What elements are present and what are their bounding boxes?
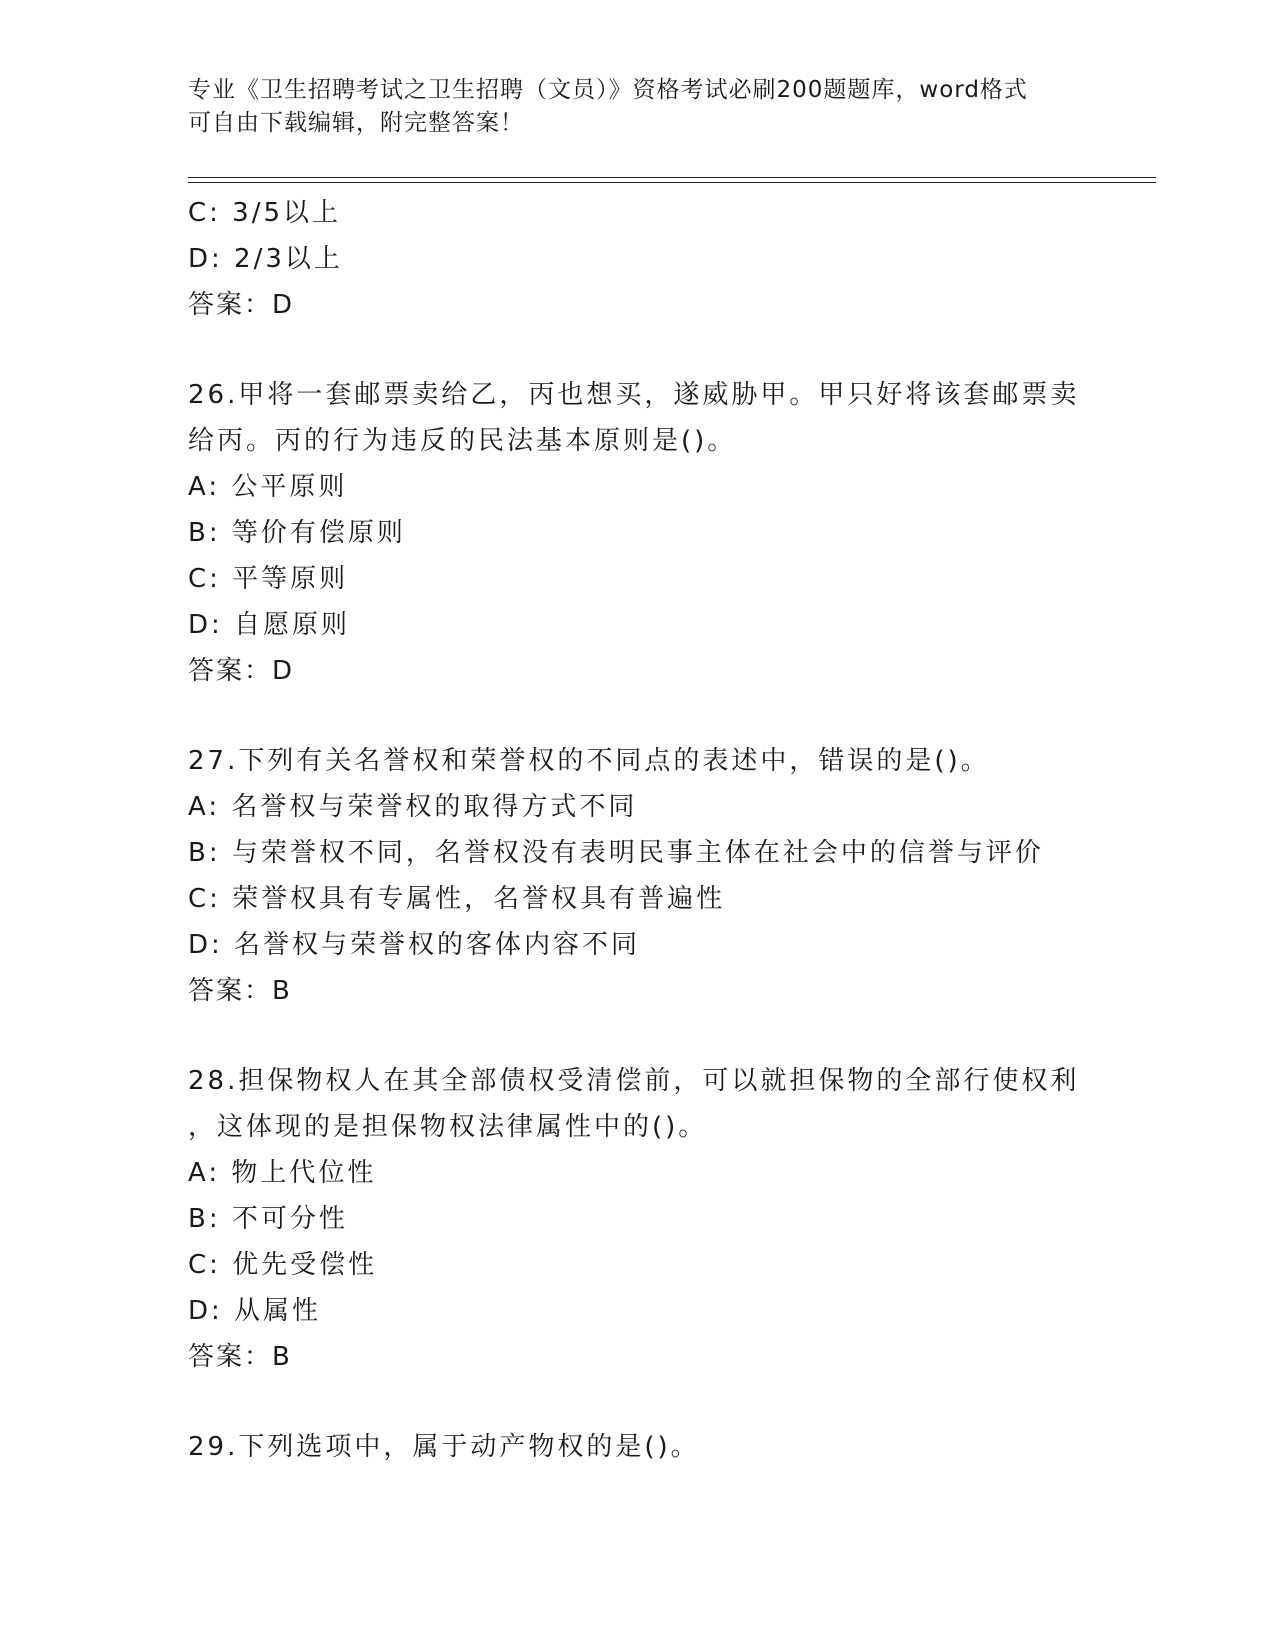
option-a: A: 物上代位性 — [188, 1158, 377, 1188]
answer-line: 答案：B — [188, 1342, 292, 1372]
option-b: B: 不可分性 — [188, 1204, 348, 1234]
spacer — [188, 1014, 1088, 1058]
question-text-continued: ，这体现的是担保物权法律属性中的()。 — [188, 1112, 708, 1142]
option-d: D: 从属性 — [188, 1296, 322, 1326]
option-a: A: 公平原则 — [188, 472, 348, 502]
spacer — [188, 1380, 1088, 1424]
header-title-line-1: 专业《卫生招聘考试之卫生招聘（文员）》资格考试必刷200题题库，word格式 — [188, 77, 1028, 103]
option-c: C: 优先受偿性 — [188, 1250, 378, 1280]
question-25-continued — [188, 190, 1088, 328]
question-text: 28.担保物权人在其全部债权受清偿前，可以就担保物的全部行使权利 — [188, 1066, 1080, 1096]
question-26 — [188, 372, 1088, 694]
header-divider-bottom — [188, 182, 1156, 183]
answer-line: 答案：B — [188, 976, 292, 1006]
question-text: 26.甲将一套邮票卖给乙，丙也想买，遂威胁甲。甲只好将该套邮票卖 — [188, 380, 1080, 410]
option-c: C: 平等原则 — [188, 564, 349, 594]
question-27 — [188, 738, 1088, 1014]
option-c: C: 3/5以上 — [188, 198, 342, 228]
question-29 — [188, 1424, 1088, 1470]
spacer — [188, 328, 1088, 372]
option-a: A: 名誉权与荣誉权的取得方式不同 — [188, 792, 638, 822]
option-d: D: 自愿原则 — [188, 610, 351, 640]
option-d: D: 名誉权与荣誉权的客体内容不同 — [188, 930, 641, 960]
spacer — [188, 694, 1088, 738]
option-c: C: 荣誉权具有专属性，名誉权具有普遍性 — [188, 884, 726, 914]
answer-line: 答案：D — [188, 290, 295, 320]
question-28 — [188, 1058, 1088, 1380]
question-list — [188, 190, 1088, 1470]
option-d: D: 2/3以上 — [188, 244, 343, 274]
option-b: B: 与荣誉权不同，名誉权没有表明民事主体在社会中的信誉与评价 — [188, 838, 1044, 868]
answer-line: 答案：D — [188, 656, 295, 686]
option-b: B: 等价有偿原则 — [188, 518, 406, 548]
header-title-line-2: 可自由下载编辑，附完整答案！ — [188, 110, 524, 136]
header-divider-top — [188, 177, 1156, 178]
question-text: 29.下列选项中，属于动产物权的是()。 — [188, 1432, 700, 1462]
question-text-continued: 给丙。丙的行为违反的民法基本原则是()。 — [188, 426, 737, 456]
question-text: 27.下列有关名誉权和荣誉权的不同点的表述中，错误的是()。 — [188, 746, 990, 776]
page-header — [188, 74, 1088, 140]
